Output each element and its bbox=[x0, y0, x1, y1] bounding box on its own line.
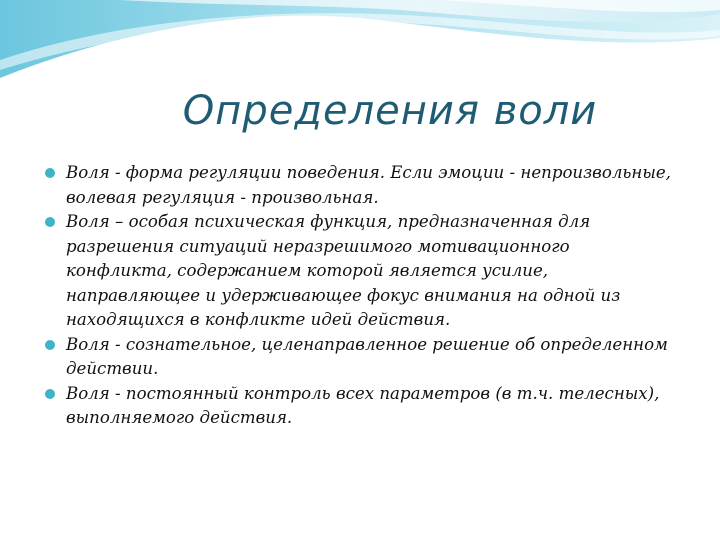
circle-bullet-icon bbox=[45, 217, 55, 227]
bullet-text: Воля - сознательное, целенаправленное решение об определенном действии. bbox=[66, 334, 668, 378]
bullet-text: Воля - форма регуляции поведения. Если эмоции - непроизвольные, волевая регуляция - произвольная. bbox=[66, 163, 671, 207]
bullet-text: Воля - постоянный контроль всех параметров (в т.ч. телесных), выполняемого действия. bbox=[66, 383, 660, 427]
slide-title: Определения воли bbox=[182, 88, 598, 134]
circle-bullet-icon bbox=[45, 389, 55, 399]
bullet-item bbox=[44, 210, 680, 333]
bullet-list bbox=[44, 161, 680, 431]
bullet-item bbox=[44, 382, 680, 431]
bullet-item bbox=[44, 333, 680, 382]
circle-bullet-icon bbox=[45, 168, 55, 178]
bullet-item bbox=[44, 161, 680, 210]
wave-header-decoration bbox=[0, 0, 720, 90]
circle-bullet-icon bbox=[45, 340, 55, 350]
bullet-text: Воля – особая психическая функция, предназначенная для разрешения ситуаций неразрешимого мотивационного конфликта, содержанием которой является усилие, направляющее и удерживающее фокус внимания на одной из находящихся в конфликте идей действия. bbox=[66, 212, 621, 329]
